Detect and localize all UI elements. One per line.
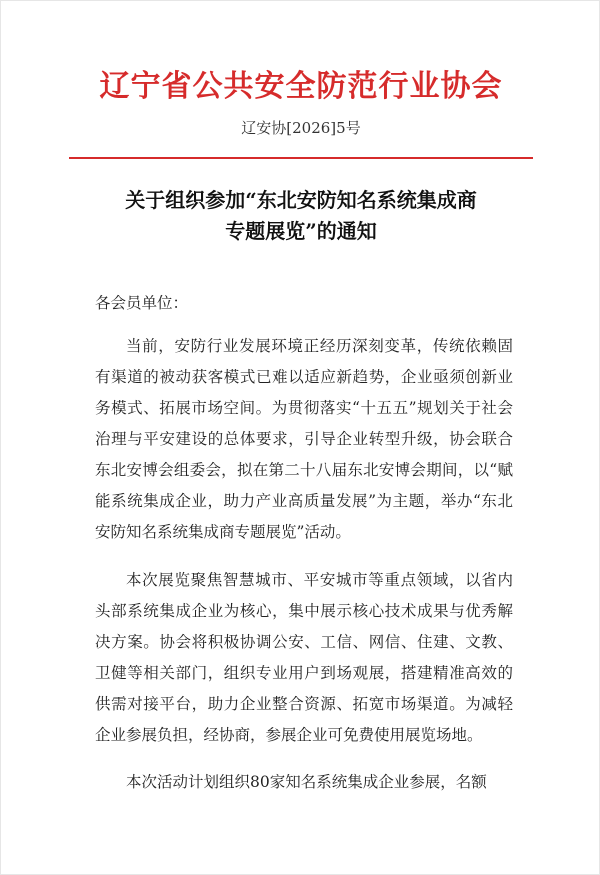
body-paragraph: 本次展览聚焦智慧城市、平安城市等重点领域，以省内头部系统集成企业为核心，集中展示核心技术成果与优秀解决方案。协会将积极协调公安、工信、网信、住建、文教、卫健等相关部门，组织专业用户到场观展，搭建精准高效的供需对接平台，助力企业整合资源、拓宽市场渠道。为减轻企业参展负担，经协商，参展企业可免费使用展览场地。	[95, 571, 513, 744]
document-title-line-1: 关于组织参加“东北安防知名系统集成商	[125, 188, 477, 212]
issuing-organization-header: 辽宁省公共安全防范行业协会	[99, 69, 503, 104]
document-title-line-2: 专题展览”的通知	[225, 219, 377, 243]
document-number: 辽安协[2026]5号	[241, 119, 361, 137]
body-paragraph: 本次活动计划组织80家知名系统集成企业参展，名额	[126, 773, 487, 791]
document-title	[61, 185, 541, 247]
salutation: 各会员单位：	[95, 294, 189, 312]
header-divider	[69, 157, 533, 159]
body-paragraph: 当前，安防行业发展环境正经历深刻变革，传统依赖固有渠道的被动获客模式已难以适应新趋势，企业亟须创新业务模式、拓展市场空间。为贯彻落实“十五五”规划关于社会治理与平安建设的总体要求，引导企业转型升级，协会联合东北安博会组委会，拟在第二十八届东北安博会期间，以“赋能系统集成企业，助力产业高质量发展”为主题，举办“东北安防知名系统集成商专题展览”活动。	[95, 337, 513, 541]
